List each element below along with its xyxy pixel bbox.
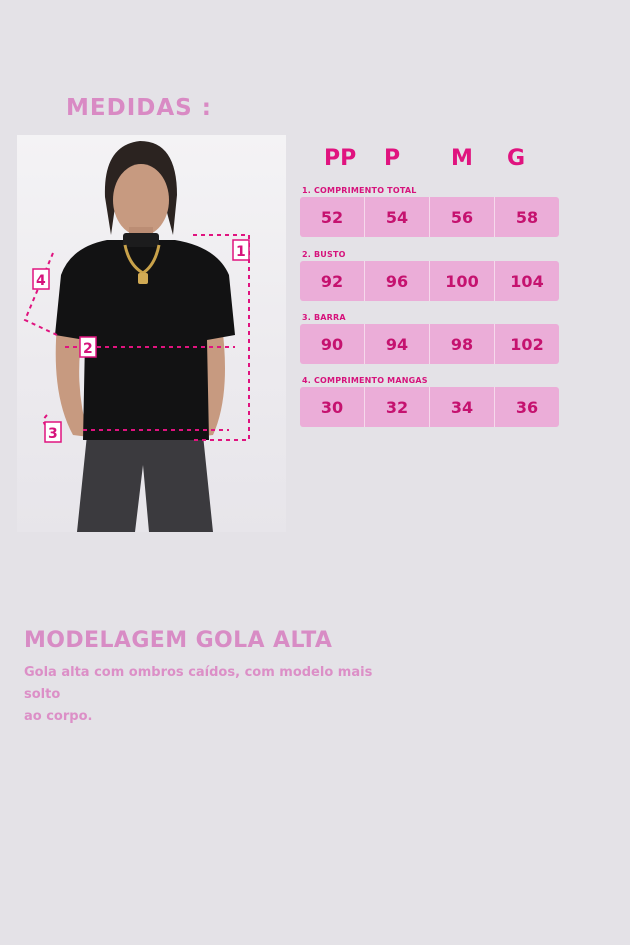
size-headers (300, 146, 560, 178)
measurement-cell: 54 (365, 197, 430, 237)
marker-4: 4 (36, 273, 46, 289)
measurement-cell: 94 (365, 324, 430, 364)
measurement-cell: 30 (300, 387, 365, 427)
section-label-comprimento-mangas: 4. COMPRIMENTO MANGAS (302, 376, 428, 385)
model-illustration (17, 135, 286, 532)
size-header-g: G (507, 146, 526, 171)
measurement-cell: 90 (300, 324, 365, 364)
measurement-cell: 102 (510, 334, 544, 354)
measurement-row-busto (300, 261, 559, 301)
measurement-cell: 32 (365, 387, 430, 427)
section-label-barra: 3. BARRA (302, 313, 346, 322)
measurement-cell: 56 (430, 197, 495, 237)
measurement-cell: 100 (430, 261, 495, 301)
model-description-line-2: ao corpo. (24, 709, 93, 724)
size-header-m: M (451, 146, 473, 171)
marker-3: 3 (48, 426, 58, 442)
measurement-cell: 34 (430, 387, 495, 427)
measurement-cell: 36 (515, 397, 539, 417)
model-photo (17, 135, 286, 532)
measurement-cell: 104 (510, 271, 544, 291)
measurement-cell: 58 (515, 207, 539, 227)
marker-1: 1 (236, 244, 246, 260)
model-title: MODELAGEM GOLA ALTA (24, 628, 333, 653)
model-description (24, 662, 404, 728)
size-header-p: P (384, 146, 401, 171)
marker-2: 2 (83, 341, 93, 357)
measurement-cell: 52 (300, 197, 365, 237)
measurement-row-barra (300, 324, 559, 364)
section-label-busto: 2. BUSTO (302, 250, 346, 259)
section-label-comprimento-total: 1. COMPRIMENTO TOTAL (302, 186, 417, 195)
model-description-line-1: Gola alta com ombros caídos, com modelo mais solto (24, 665, 373, 702)
measurement-cell: 92 (300, 261, 365, 301)
measurement-cell: 96 (365, 261, 430, 301)
size-header-pp: PP (324, 146, 357, 171)
measurement-cell: 98 (430, 324, 495, 364)
measurements-heading: MEDIDAS : (66, 95, 212, 121)
measurement-row-comprimento-mangas (300, 387, 559, 427)
measurement-row-comprimento-total (300, 197, 559, 237)
